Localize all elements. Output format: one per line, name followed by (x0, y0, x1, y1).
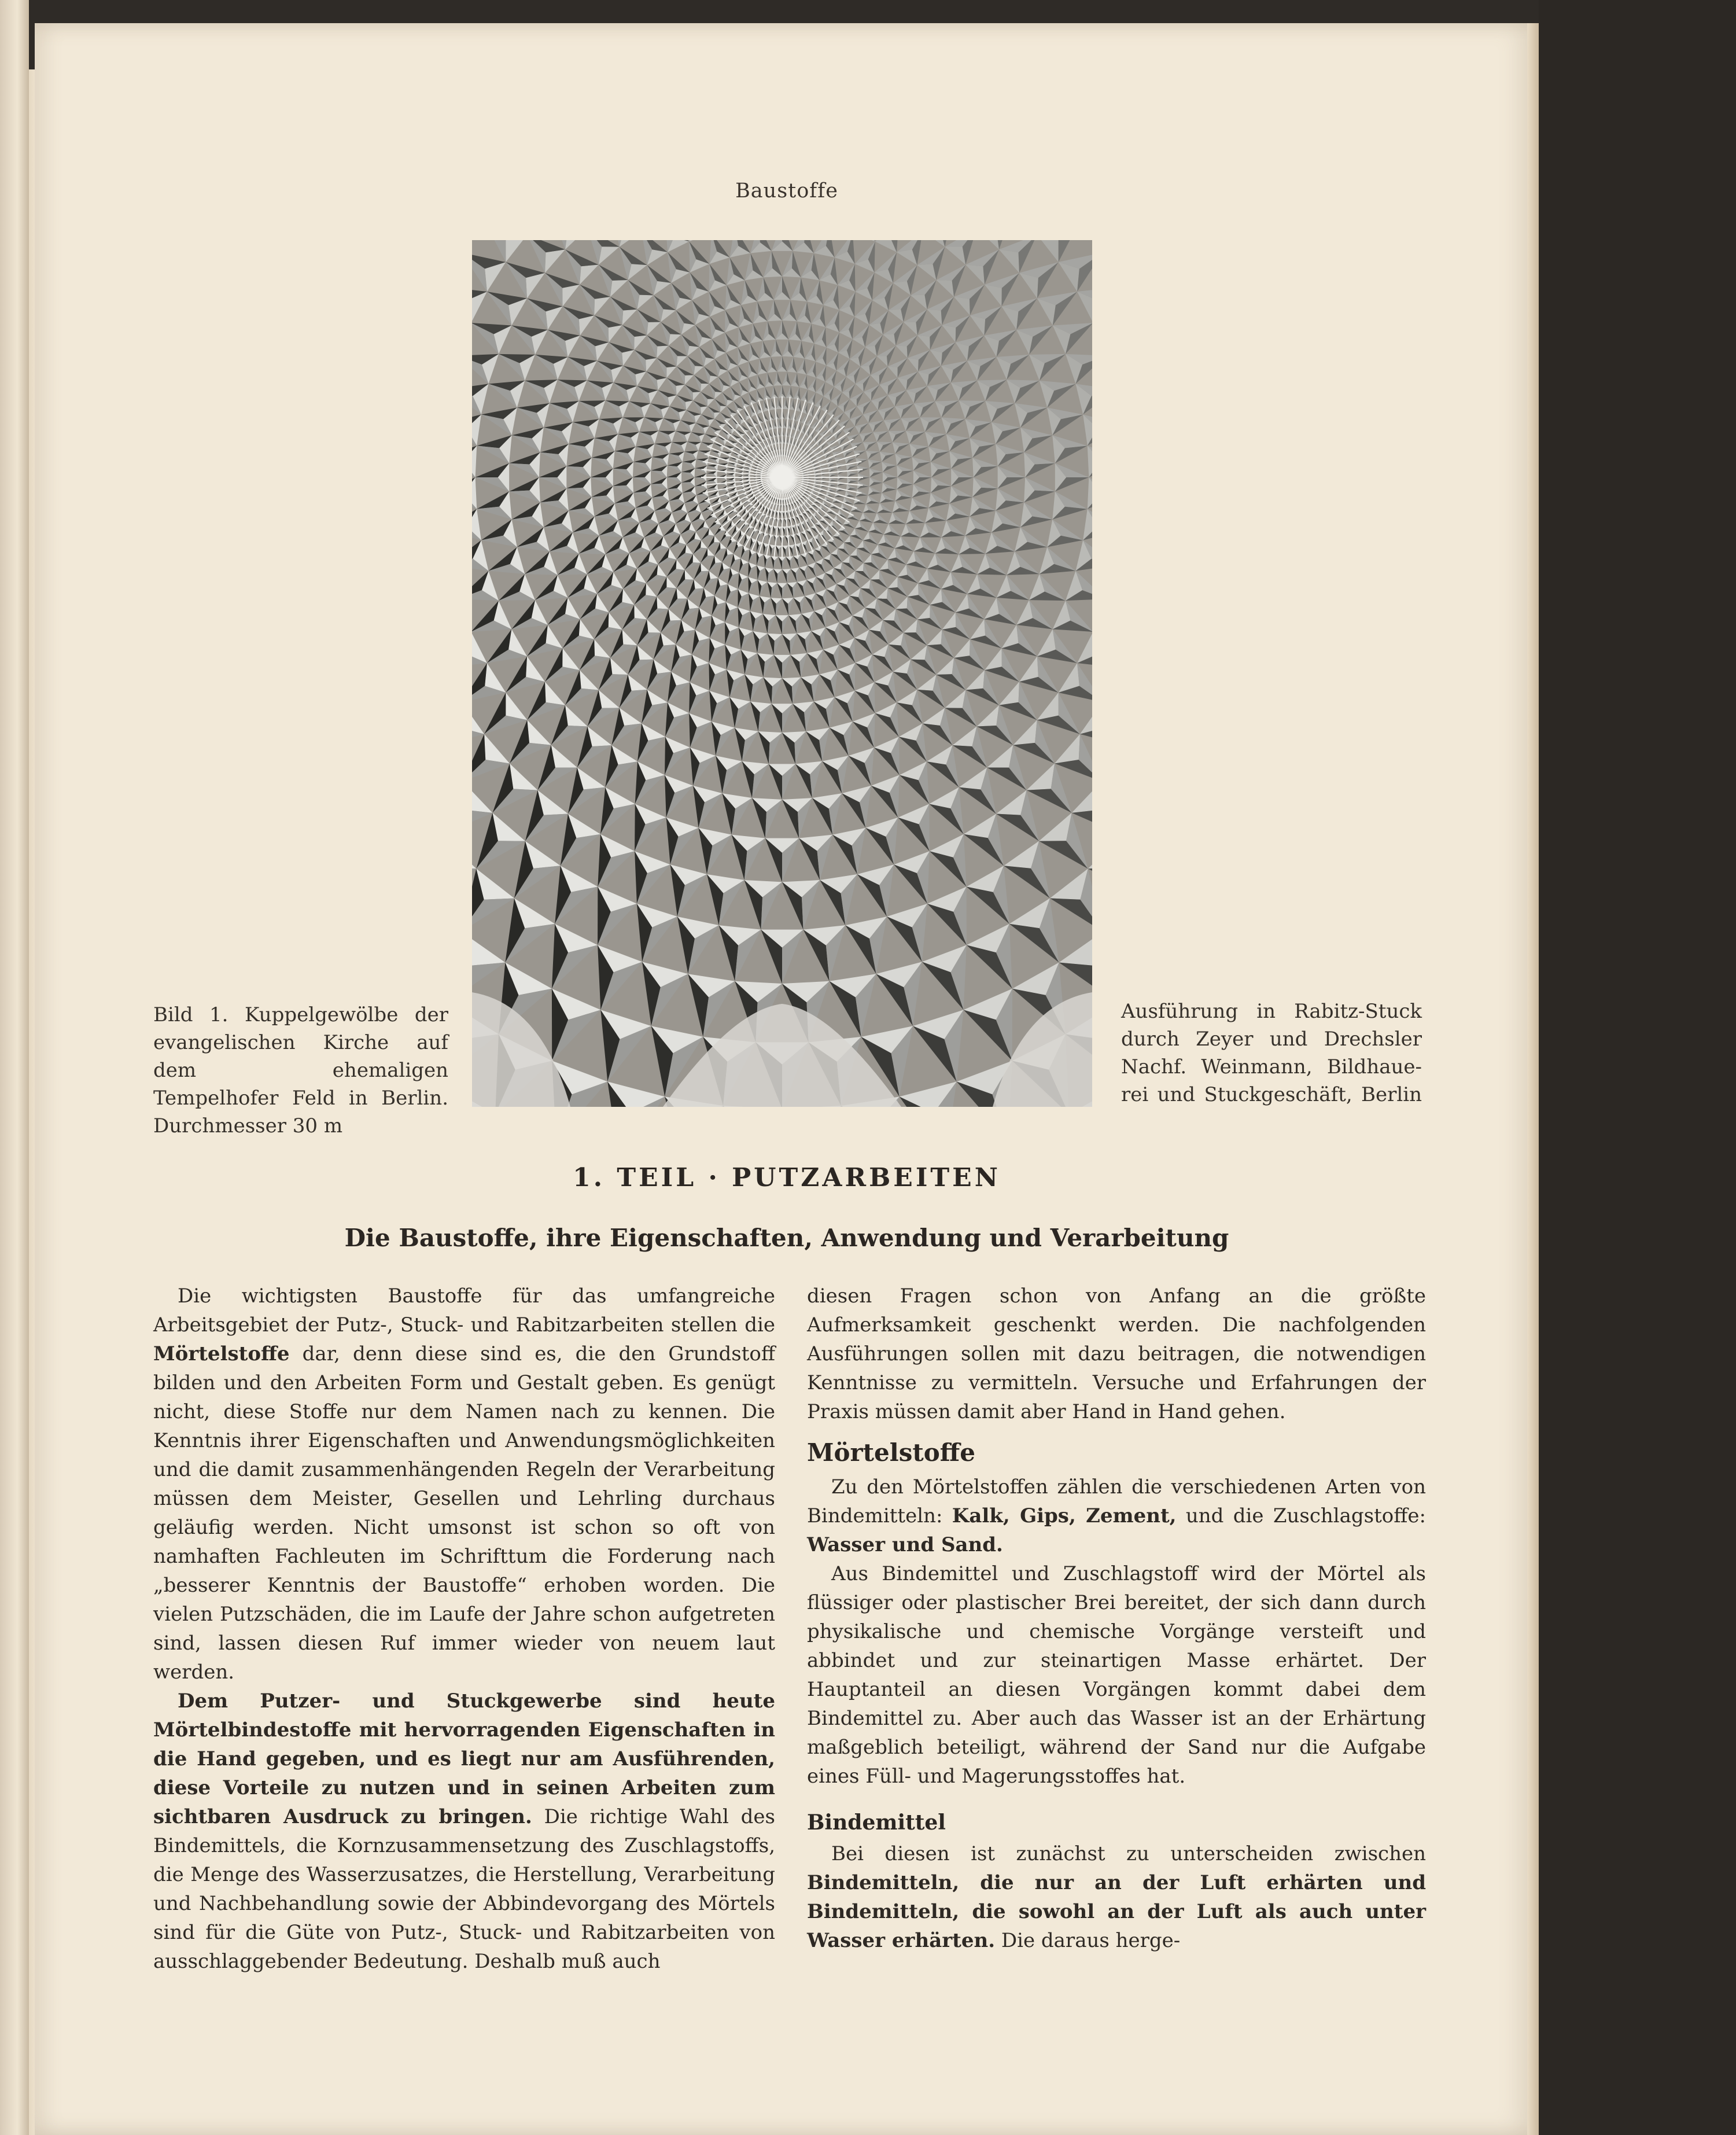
figure-caption-right (1121, 997, 1422, 1109)
paragraph: Zu den Mörtelstoffen zählen die verschiedenen Arten von Bindemitteln: Kalk, Gips, Zement, und die Zuschlagstoffe: Wasser und Sand. (807, 1475, 1426, 1556)
text-column-left (153, 1282, 775, 1976)
heading-moertelstoffe: Mörtelstoffe (807, 1438, 975, 1467)
caption-right-line: durch Zeyer und Drechsler (1121, 1028, 1422, 1051)
page-stack-edge (1527, 23, 1539, 2135)
heading-bindemittel: Bindemittel (807, 1810, 946, 1835)
figure-caption-left: Bild 1. Kuppelgewölbe der evangelischen Kirche auf dem ehemaligen Tempelhofer Feld in Berlin. Durchmesser 30 m (153, 1003, 448, 1138)
paragraph: Aus Bindemittel und Zuschlagstoff wird der Mörtel als flüssiger oder plastischer Brei bereitet, der sich dann durch physikalische und chemische Vorgänge versteift und abbindet und zur steinartigen Masse erhärtet. Der Hauptanteil an diesen Vorgängen kommt dabei dem Bindemittel zu. Aber auch das Wasser ist an der Erhärtung maßgeblich beteiligt, während der Sand nur die Aufgabe eines Füll- und Magerungsstoffes hat. (807, 1562, 1426, 1788)
paragraph: Dem Putzer- und Stuckgewerbe sind heute Mörtelbindestoffe mit hervorragenden Eigenschaften in die Hand gegeben, und es liegt nur am Ausführenden, diese Vorteile zu nutzen und in seinen Arbeiten zum sichtbaren Ausdruck zu bringen. Die richtige Wahl des Bindemittels, die Kornzusammensetzung des Zuschlagstoffs, die Menge des Wasserzusatzes, die Herstellung, Verarbeitung und Nachbehandlung sowie der Abbindevorgang des Mörtels sind für die Güte von Putz-, Stuck- und Rabitzarbeiten von ausschlaggebender Bedeutung. Deshalb muß auch (153, 1689, 775, 1973)
caption-right-line: Ausführung in Rabitz-Stuck (1121, 1000, 1422, 1023)
dome-vault-photo (472, 240, 1092, 1107)
caption-right-line: Nachf. Weinmann, Bildhaue- (1121, 1055, 1422, 1078)
book-spine (0, 0, 29, 2135)
paragraph: Die wichtigsten Baustoffe für das umfangreiche Arbeitsgebiet der Putz-, Stuck- und Rabitzarbeiten stellen die Mörtelstoffe dar, denn diese sind es, die den Grundstoff bilden und den Arbeiten Form und Gestalt geben. Es genügt nicht, diese Stoffe nur dem Namen nach zu kennen. Die Kenntnis ihrer Eigenschaften und Anwendungsmöglichkeiten und die damit zusammenhängenden Regeln der Verarbeitung müssen dem Meister, Gesellen und Lehrling durchaus geläufig werden. Nicht umsonst ist schon so oft von namhaften Fachleuten im Schrifttum die Forderung nach „besserer Kenntnis der Baustoffe“ erhoben worden. Die vielen Putzschäden, die im Laufe der Jahre schon aufgetreten sind, lassen diesen Ruf immer wieder von neuem laut werden. (153, 1284, 775, 1684)
dark-background (1539, 0, 1736, 2135)
paragraph: diesen Fragen schon von Anfang an die größte Aufmerksamkeit geschenkt werden. Die nachfolgenden Ausführungen sollen mit dazu beitragen, die notwendigen Kenntnisse zu vermitteln. Versuche und Erfahrungen der Praxis müssen damit aber Hand in Hand gehen. (807, 1284, 1426, 1423)
part-title: 1. TEIL · PUTZARBEITEN (573, 1163, 1001, 1192)
text-column-right (807, 1282, 1426, 1955)
section-subtitle: Die Baustoffe, ihre Eigenschaften, Anwendung und Verarbeitung (344, 1224, 1229, 1252)
caption-right-line: rei und Stuckgeschäft, Berlin (1121, 1083, 1422, 1106)
paragraph: Bei diesen ist zunächst zu unterscheiden zwischen Bindemitteln, die nur an der Luft erhärten und Bindemitteln, die sowohl an der Luft als auch unter Wasser erhärten. Die daraus herge- (807, 1842, 1426, 1952)
running-header: Baustoffe (735, 179, 838, 203)
